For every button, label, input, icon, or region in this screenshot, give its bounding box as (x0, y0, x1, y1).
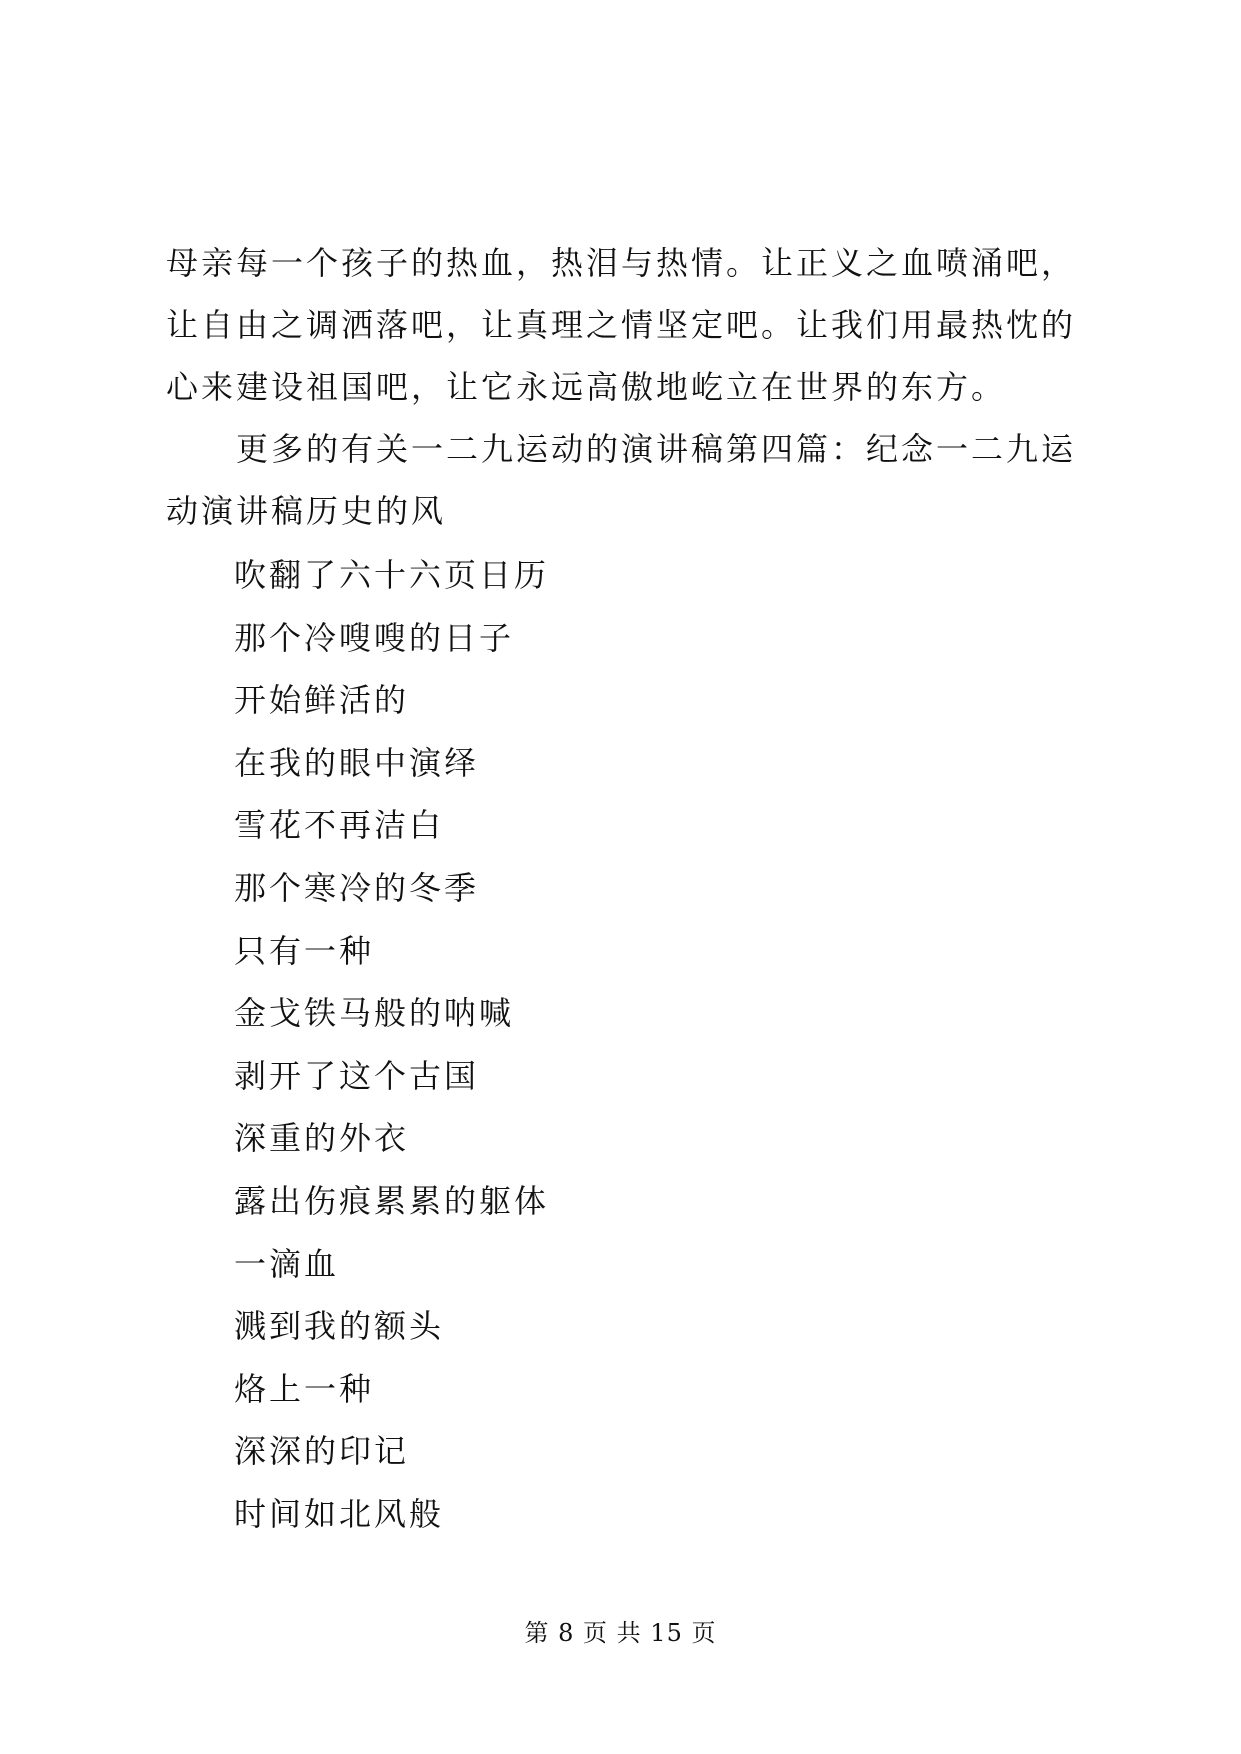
poem-line: 开始鲜活的 (234, 681, 410, 720)
poem-line: 雪花不再洁白 (234, 806, 445, 845)
poem-line: 剥开了这个古国 (234, 1056, 480, 1095)
poem-line: 吹翻了六十六页日历 (234, 556, 550, 594)
poem-line: 时间如北风般 (234, 1494, 445, 1533)
paragraph-continuation: 母亲每一个孩子的热血，热泪与热情。让正义之血喷涌吧，让自由之调洒落吧，让真理之情坚定吧。让我们用最热忱的心来建设祖国吧，让它永远高傲地屹立在世界的东方。 (166, 244, 1077, 406)
page-number-footer: 第 8 页 共 15 页 (524, 1619, 717, 1647)
poem (166, 544, 1086, 1546)
poem-line: 深重的外衣 (234, 1119, 410, 1158)
paragraph-section-heading: 更多的有关一二九运动的演讲稿第四篇：纪念一二九运动演讲稿历史的风 (166, 430, 1077, 530)
poem-line: 那个冷嗖嗖的日子 (234, 618, 515, 657)
poem-line: 深深的印记 (234, 1432, 410, 1471)
document-body (166, 232, 1086, 1546)
poem-line: 溅到我的额头 (234, 1307, 445, 1346)
poem-line: 烙上一种 (234, 1369, 375, 1408)
poem-line: 那个寒冷的冬季 (234, 868, 480, 907)
poem-line: 露出伤痕累累的躯体 (234, 1181, 550, 1220)
poem-line: 一滴血 (234, 1244, 340, 1283)
poem-line: 只有一种 (234, 931, 375, 970)
poem-line: 金戈铁马般的呐喊 (234, 994, 515, 1033)
poem-line: 在我的眼中演绎 (234, 743, 480, 782)
